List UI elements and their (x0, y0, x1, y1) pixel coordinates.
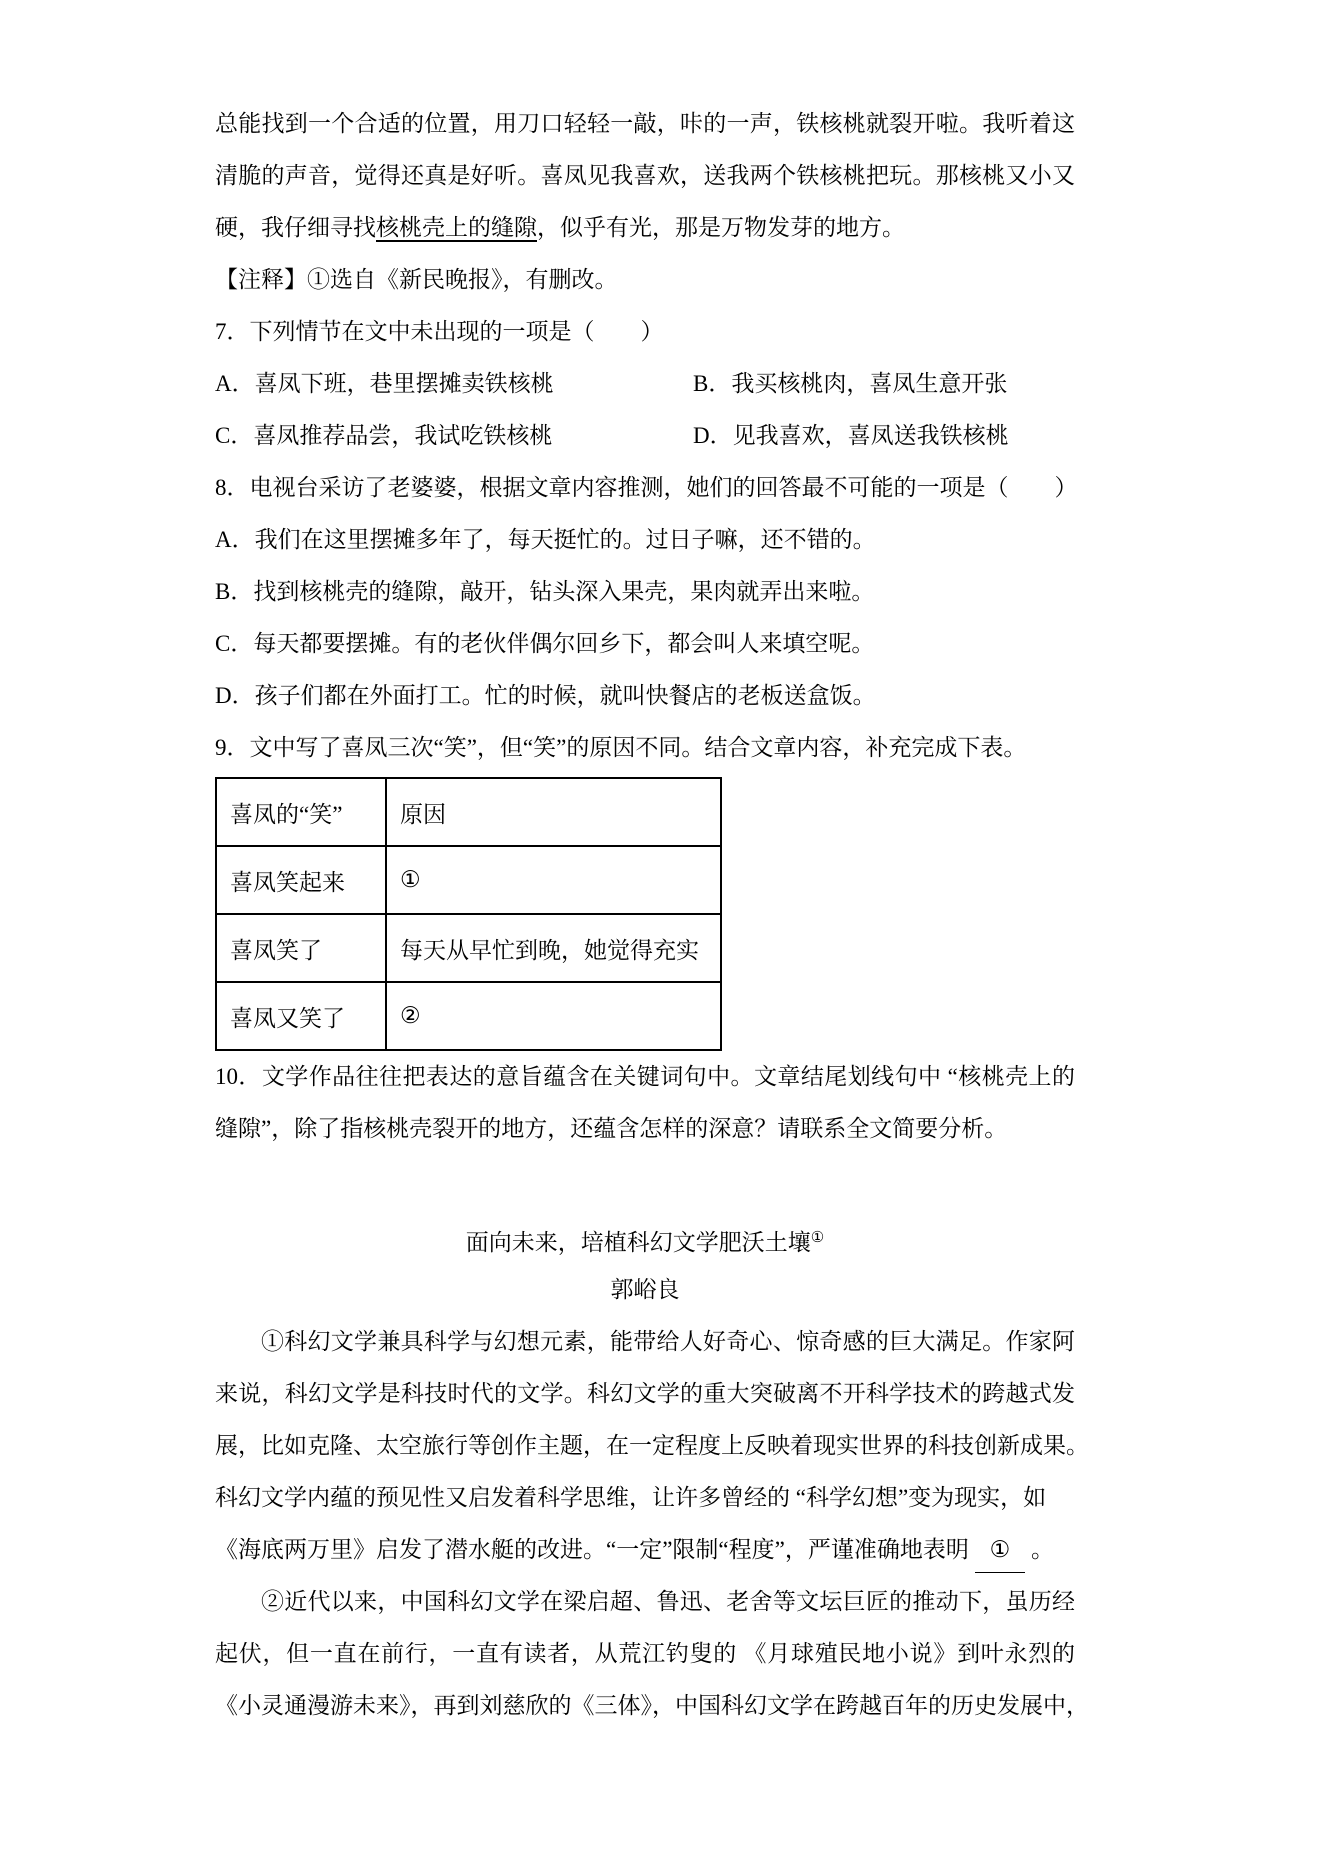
q8-option-b: B．找到核桃壳的缝隙，敲开，钻头深入果壳，果肉就弄出来啦。 (215, 579, 875, 604)
passage-text: ，似乎有光，那是万物发芽的地方。 (537, 215, 905, 240)
passage-line: 总能找到一个合适的位置，用刀口轻轻一敲，咔的一声，铁核桃就裂开啦。我听着这 (215, 111, 1075, 136)
underlined-phrase: 核桃壳上的缝隙 (376, 215, 537, 240)
passage-text: 硬，我仔细寻找 (215, 215, 376, 240)
table-row (216, 982, 721, 1050)
article-title (215, 1212, 1075, 1264)
q8-option-d: D．孩子们都在外面打工。忙的时候，就叫快餐店的老板送盒饭。 (215, 683, 876, 708)
paragraph-line: 展，比如克隆、太空旅行等创作主题，在一定程度上反映着现实世界的科技创新成果。 (215, 1433, 1089, 1458)
paragraph-line: 起伏，但一直在前行，一直有读者，从荒江钓叟的 《月球殖民地小说》到叶永烈的 (215, 1641, 1075, 1666)
table-row (216, 914, 721, 982)
q7-option-b: B．我买核桃肉，喜凤生意开张 (693, 371, 1008, 396)
article-title-text: 面向未来，培植科幻文学肥沃土壤 (465, 1230, 811, 1255)
paragraph-line: ②近代以来，中国科幻文学在梁启超、鲁迅、老舍等文坛巨匠的推动下，虽历经 (261, 1589, 1075, 1614)
table-cell: 喜凤的“笑” (216, 778, 386, 846)
table-cell: 每天从早忙到晚，她觉得充实 (386, 914, 721, 982)
exam-page (215, 0, 1089, 1732)
question-8-stem: 8．电视台采访了老婆婆，根据文章内容推测，她们的回答最不可能的一项是（ ） (215, 475, 1078, 500)
table-cell: 喜凤又笑了 (216, 982, 386, 1050)
question-7-options-row (215, 358, 1075, 410)
table-cell: 喜凤笑了 (216, 914, 386, 982)
q8-option-c: C．每天都要摆摊。有的老伙伴偶尔回乡下，都会叫人来填空呢。 (215, 631, 875, 656)
paragraph-text: 。 (1025, 1537, 1054, 1562)
q8-option-a: A．我们在这里摆摊多年了，每天挺忙的。过日子嘛，还不错的。 (215, 527, 876, 552)
q7-option-a: A．喜凤下班，巷里摆摊卖铁核桃 (215, 371, 554, 396)
paragraph-line: 《小灵通漫游未来》，再到刘慈欣的《三体》，中国科幻文学在跨越百年的历史发展中， (215, 1693, 1089, 1718)
paragraph-line: 科幻文学内蕴的预见性又启发着科学思维，让许多曾经的 “科学幻想”变为现实，如 (215, 1485, 1047, 1510)
footnote-marker: ① (810, 1230, 825, 1246)
paragraph-line: ①科幻文学兼具科学与幻想元素，能带给人好奇心、惊奇感的巨大满足。作家阿 (261, 1329, 1075, 1354)
passage-line-with-underline (215, 202, 1075, 254)
table-cell: ① (386, 846, 721, 914)
question-10-stem-line: 10．文学作品往往把表达的意旨蕴含在关键词句中。文章结尾划线句中 “核桃壳上的 (215, 1064, 1075, 1089)
paragraph-line: 来说，科幻文学是科技时代的文学。科幻文学的重大突破离不开科学技术的跨越式发 (215, 1381, 1075, 1406)
table-row (216, 846, 721, 914)
table-row (216, 778, 721, 846)
q7-option-d: D．见我喜欢，喜凤送我铁核桃 (693, 423, 1009, 448)
table-cell: 喜凤笑起来 (216, 846, 386, 914)
blank-line (215, 1155, 1075, 1212)
article-author: 郭峪良 (610, 1277, 680, 1302)
passage-line: 清脆的声音，觉得还真是好听。喜凤见我喜欢，送我两个铁核桃把玩。那核桃又小又 (215, 163, 1075, 188)
table-cell: 原因 (386, 778, 721, 846)
question-7-options-row (215, 410, 1075, 462)
paragraph-line-with-blank (215, 1524, 1075, 1576)
note-line: 【注释】①选自《新民晚报》，有删改。 (215, 267, 618, 292)
table-cell: ② (386, 982, 721, 1050)
paragraph-text: 《海底两万里》启发了潜水艇的改进。“一定”限制“程度”，严谨准确地表明 (215, 1537, 975, 1562)
question-7-stem: 7．下列情节在文中未出现的一项是（ ） (215, 319, 664, 344)
answer-table (215, 777, 722, 1051)
question-10-stem-line: 缝隙”，除了指核桃壳裂开的地方，还蕴含怎样的深意？请联系全文简要分析。 (215, 1116, 1008, 1141)
q7-option-c: C．喜凤推荐品尝，我试吃铁核桃 (215, 423, 553, 448)
blank-underline: ① (975, 1528, 1026, 1573)
question-9-stem: 9．文中写了喜凤三次“笑”，但“笑”的原因不同。结合文章内容，补充完成下表。 (215, 735, 1027, 760)
